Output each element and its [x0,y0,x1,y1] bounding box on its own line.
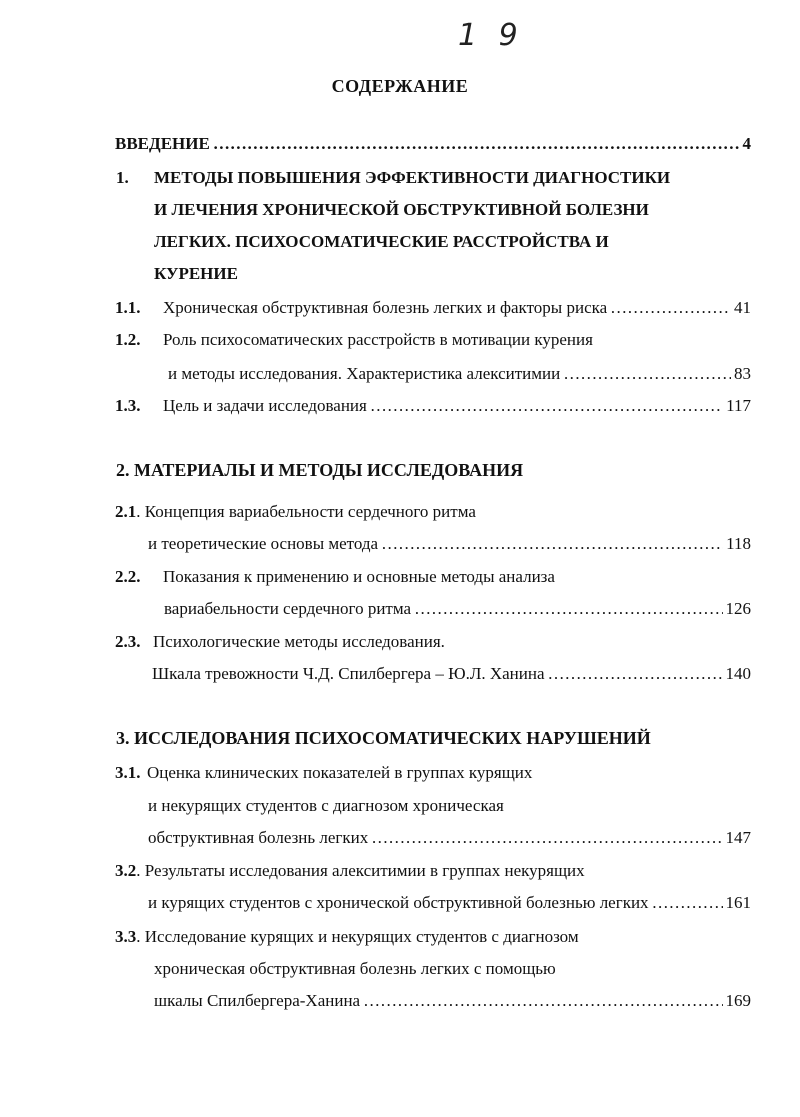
toc-entry-text: . Результаты исследования алекситимии в группах некурящих [136,861,585,880]
chapter-2-heading: 2. МАТЕРИАЛЫ И МЕТОДЫ ИССЛЕДОВАНИЯ [116,460,524,480]
toc-entry-3-1-line-2: и некурящих студентов с диагнозом хроническая [148,796,504,815]
toc-entry-3-2-line-1[interactable] [115,861,585,881]
toc-entry-3-1-line-3[interactable] [148,828,751,848]
toc-entry-2-1-line-1[interactable] [115,502,476,522]
toc-number: 1.3. [115,396,141,415]
toc-entry-2-2-line-1[interactable] [115,567,555,587]
toc-page-number: 118 [726,534,751,553]
toc-page-number: 147 [725,828,751,847]
toc-entry-text: обструктивная болезнь легких [148,828,369,847]
toc-entry-text: и методы исследования. Характеристика алекситимии [168,364,561,383]
chapter-1-title-line-1: МЕТОДЫ ПОВЫШЕНИЯ ЭФФЕКТИВНОСТИ ДИАГНОСТИКИ [154,168,671,187]
toc-entry-text: . Концепция вариабельности сердечного ритма [136,502,476,521]
toc-page-number: 126 [725,599,751,618]
toc-entry-text: Оценка клинических показателей в группах курящих [147,763,533,782]
toc-entry-text: вариабельности сердечного ритма [164,599,412,618]
toc-entry-text: Роль психосоматических расстройств в мотивации курения [163,330,593,349]
leader-dots [652,893,723,913]
toc-number: 1.1. [115,298,141,317]
toc-entry-intro[interactable] [115,134,751,154]
leader-dots [213,134,740,154]
toc-entry-text: . Исследование курящих и некурящих студентов с диагнозом [136,927,579,946]
toc-entry-3-3-line-1[interactable] [115,927,579,947]
toc-entry-text: шкалы Спилбергера-Ханина [154,991,361,1010]
leader-dots [548,664,723,684]
toc-entry-3-3-line-3[interactable] [154,991,751,1011]
toc-number: 2.1 [115,502,137,521]
toc-number: 1.2. [115,330,141,349]
toc-intro-label: ВВЕДЕНИЕ [115,134,210,153]
toc-entry-text: Психологические методы исследования. [153,632,445,651]
toc-entry-text: Хроническая обструктивная болезнь легких и факторы риска [163,298,608,317]
toc-entry-1-2-line-1[interactable] [115,330,593,350]
toc-number: 3.2 [115,861,137,880]
toc-entry-2-2-line-2[interactable] [164,599,751,619]
chapter-1-number: 1. [116,168,129,187]
toc-entry-2-3-line-1[interactable] [115,632,445,652]
toc-entry-text: Показания к применению и основные методы анализа [163,567,555,586]
handwritten-page-mark: 1 9 [458,18,524,53]
toc-number: 2.3. [115,632,141,651]
leader-dots [381,534,723,554]
toc-intro-page: 4 [742,134,751,153]
leader-dots [563,364,731,384]
toc-entry-text: и теоретические основы метода [148,534,379,553]
chapter-3-heading: 3. ИССЛЕДОВАНИЯ ПСИХОСОМАТИЧЕСКИХ НАРУШЕНИЙ [116,728,651,748]
toc-page-number: 41 [734,298,751,317]
toc-entry-1-3[interactable] [115,396,751,416]
toc-entry-text: и курящих студентов с хронической обструктивной болезнью легких [148,893,649,912]
toc-entry-text: Цель и задачи исследования [163,396,367,415]
toc-number: 2.2. [115,567,141,586]
chapter-1-title-line-2: И ЛЕЧЕНИЯ ХРОНИЧЕСКОЙ ОБСТРУКТИВНОЙ БОЛЕЗНИ [154,200,649,219]
chapter-1-title-line-4: КУРЕНИЕ [154,264,238,283]
toc-page-number: 117 [726,396,751,415]
page-title: СОДЕРЖАНИЕ [331,76,469,96]
toc-entry-1-1[interactable] [115,298,751,318]
toc-entry-3-2-line-2[interactable] [148,893,751,913]
leader-dots [370,396,723,416]
toc-page-number: 169 [725,991,751,1010]
toc-entry-text: Шкала тревожности Ч.Д. Спилбергера – Ю.Л. Ханина [152,664,545,683]
toc-entry-3-1-line-1[interactable] [115,763,532,783]
toc-page-number: 83 [734,364,751,383]
leader-dots [371,828,722,848]
chapter-1-title-line-3: ЛЕГКИХ. ПСИХОСОМАТИЧЕСКИЕ РАССТРОЙСТВА И [154,232,609,251]
toc-entry-2-3-line-2[interactable] [152,664,751,684]
toc-entry-1-2-line-2[interactable] [168,364,751,384]
toc-entry-3-3-line-2: хроническая обструктивная болезнь легких с помощью [154,959,556,978]
leader-dots [363,991,722,1011]
leader-dots [610,298,731,318]
leader-dots [414,599,722,619]
toc-page-number: 161 [725,893,751,912]
toc-entry-2-1-line-2[interactable] [148,534,751,554]
toc-number: 3.1. [115,763,141,782]
toc-number: 3.3 [115,927,137,946]
toc-page-number: 140 [725,664,751,683]
